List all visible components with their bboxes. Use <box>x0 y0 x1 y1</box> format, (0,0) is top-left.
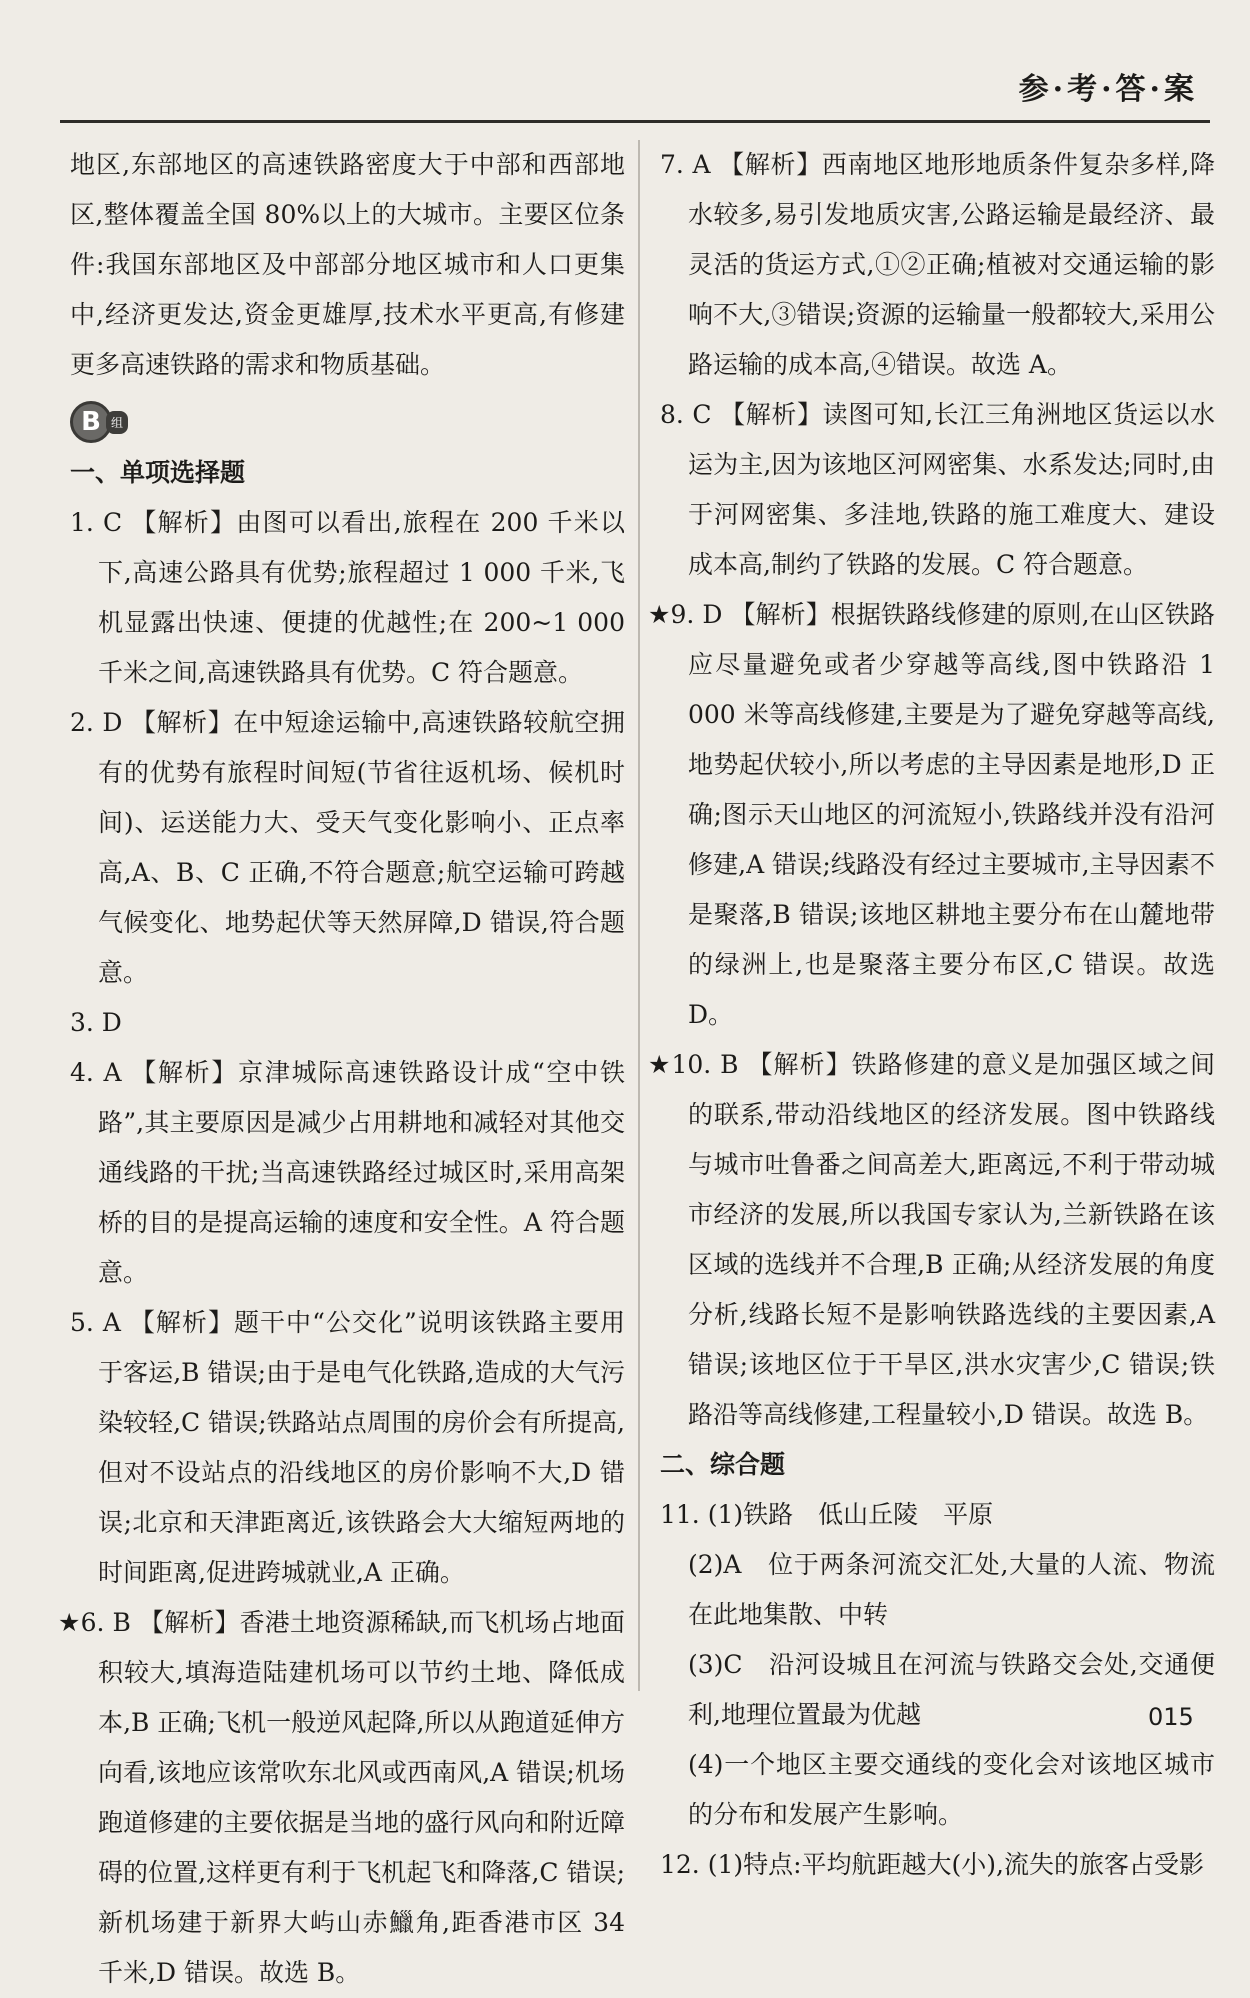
answer-item-6: ★6. B 【解析】香港土地资源稀缺,而飞机场占地面积较大,填海造陆建机场可以节约土地、降低成本,B 正确;飞机一般逆风起降,所以从跑道延伸方向看,该地应该常吹东北风或西南风,A 错误;机场跑道修建的主要依据是当地的盛行风向和附近障碍的位置,这样更有利于飞机起飞和降落,C 错误;新机场建于新界大屿山赤鱲角,距香港市区 34 千米,D 错误。故选 B。 <box>58 1608 625 1987</box>
answer-item-3: 3. D <box>70 1008 122 1037</box>
answer-item-11-part-2: (2)A 位于两条河流交汇处,大量的人流、物流在此地集散、中转 <box>688 1550 1215 1629</box>
group-b-icon: B <box>70 401 112 443</box>
group-b-badge <box>70 400 128 444</box>
section-title-single-choice: 一、单项选择题 <box>70 458 246 487</box>
column-divider <box>638 140 640 1691</box>
left-column <box>58 140 625 1998</box>
group-b-tag: 组 <box>106 411 128 434</box>
header-rule <box>60 120 1210 123</box>
answer-item-11-part-3: (3)C 沿河设城且在河流与铁路交会处,交通便利,地理位置最为优越 <box>688 1650 1215 1729</box>
answer-item-12: 12. (1)特点:平均航距越大(小),流失的旅客占受影 <box>660 1850 1204 1879</box>
answer-item-5: 5. A 【解析】题干中“公交化”说明该铁路主要用于客运,B 错误;由于是电气化铁路,造成的大气污染较轻,C 错误;铁路站点周围的房价会有所提高,但对不设站点的沿线地区的房价影响不大,D 错误;北京和天津距离近,该铁路会大大缩短两地的时间距离,促进跨城就业,A 正确。 <box>70 1308 625 1587</box>
answer-item-8: 8. C 【解析】读图可知,长江三角洲地区货运以水运为主,因为该地区河网密集、水系发达;同时,由于河网密集、多洼地,铁路的施工难度大、建设成本高,制约了铁路的发展。C 符合题意。 <box>660 400 1215 579</box>
answer-item-10: ★10. B 【解析】铁路修建的意义是加强区域之间的联系,带动沿线地区的经济发展。图中铁路线与城市吐鲁番之间高差大,距离远,不利于带动城市经济的发展,所以我国专家认为,兰新铁路在该区域的选线并不合理,B 正确;从经济发展的角度分析,线路长短不是影响铁路选线的主要因素,A 错误;该地区位于干旱区,洪水灾害少,C 错误;铁路沿等高线修建,工程量较小,D 错误。故选 B。 <box>648 1050 1215 1429</box>
answer-item-1: 1. C 【解析】由图可以看出,旅程在 200 千米以下,高速公路具有优势;旅程超过 1 000 千米,飞机显露出快速、便捷的优越性;在 200~1 000 千米之间,高速铁路具有优势。C 符合题意。 <box>70 508 625 687</box>
section-title-comprehensive: 二、综合题 <box>660 1450 786 1479</box>
right-column <box>648 140 1215 1890</box>
answer-item-7: 7. A 【解析】西南地区地形地质条件复杂多样,降水较多,易引发地质灾害,公路运输是最经济、最灵活的货运方式,①②正确;植被对交通运输的影响不大,③错误;资源的运输量一般都较大,采用公路运输的成本高,④错误。故选 A。 <box>660 150 1215 379</box>
intro-paragraph: 地区,东部地区的高速铁路密度大于中部和西部地区,整体覆盖全国 80%以上的大城市。主要区位条件:我国东部地区及中部部分地区城市和人口更集中,经济更发达,资金更雄厚,技术水平更高,有修建更多高速铁路的需求和物质基础。 <box>70 150 625 379</box>
answer-item-9: ★9. D 【解析】根据铁路线修建的原则,在山区铁路应尽量避免或者少穿越等高线,图中铁路沿 1 000 米等高线修建,主要是为了避免穿越等高线,地势起伏较小,所以考虑的主导因素是地形,D 正确;图示天山地区的河流短小,铁路线并没有沿河修建,A 错误;线路没有经过主要城市,主导因素不是聚落,B 错误;该地区耕地主要分布在山麓地带的绿洲上,也是聚落主要分布区,C 错误。故选 D。 <box>648 600 1215 1029</box>
answer-item-11-part-1: 11. (1)铁路 低山丘陵 平原 <box>660 1500 994 1529</box>
page-header-title: 参·考·答·案 <box>1018 72 1198 107</box>
answer-item-4: 4. A 【解析】京津城际高速铁路设计成“空中铁路”,其主要原因是减少占用耕地和减轻对其他交通线路的干扰;当高速铁路经过城区时,采用高架桥的目的是提高运输的速度和安全性。A 符合题意。 <box>70 1058 625 1287</box>
answer-item-11-part-4: (4)一个地区主要交通线的变化会对该地区城市的分布和发展产生影响。 <box>688 1750 1215 1829</box>
answer-item-2: 2. D 【解析】在中短途运输中,高速铁路较航空拥有的优势有旅程时间短(节省往返机场、候机时间)、运送能力大、受天气变化影响小、正点率高,A、B、C 正确,不符合题意;航空运输可跨越气候变化、地势起伏等天然屏障,D 错误,符合题意。 <box>70 708 625 987</box>
page-number: 015 <box>1148 1703 1194 1731</box>
